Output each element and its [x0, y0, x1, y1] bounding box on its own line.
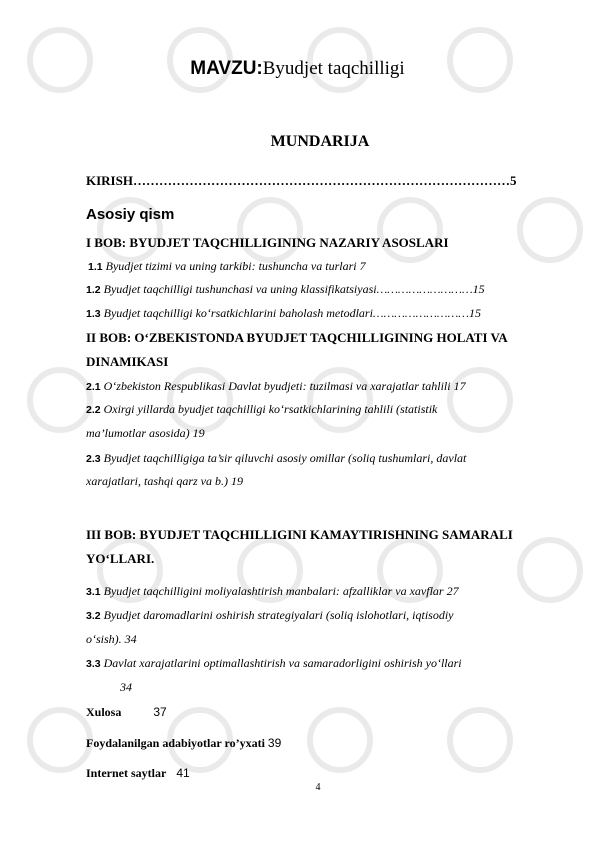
toc-item-3-3-cont: 34 — [120, 680, 132, 694]
toc-intro — [86, 173, 516, 189]
chapter-3-title-line-1: III BOB: BYUDJET TAQCHILLIGINI KAMAYTIRISHNING SAMARALI — [86, 527, 513, 542]
toc-item-2-2 — [86, 402, 437, 417]
chapter-2-title-line-1: II BOB: O‘ZBEKISTONDA BYUDJET TAQCHILLIGINING HOLATI VA — [86, 330, 508, 345]
item-text: Byudjet tizimi va uning tarkibi: tushuncha va turlari 7 — [105, 259, 366, 273]
item-number: 2.3 — [86, 453, 101, 465]
item-number: 2.1 — [86, 381, 101, 393]
title-rest: Byudjet taqchilligi — [262, 58, 405, 79]
item-text: Byudjet taqchilligiga ta’sir qiluvchi asosiy omillar (soliq tushumlari, davlat — [103, 451, 467, 465]
toc-item-3-2-cont: o‘sish). 34 — [86, 632, 137, 646]
toc-item-2-2-cont: ma’lumotlar asosida) 19 — [86, 426, 205, 440]
internet-page: 41 — [176, 766, 190, 780]
intro-label: KIRISH — [86, 173, 133, 188]
toc-item-2-3 — [86, 451, 466, 466]
intro-dots: …………………………………………………………………………… — [132, 173, 510, 188]
item-text: Byudjet taqchilligi tushunchasi va uning klassifikatsiyasi………………………15 — [103, 282, 485, 296]
foydalanilgan-page: 39 — [267, 736, 282, 750]
item-text: Byudjet taqchilligini moliyalashtirish manbalari: afzalliklar va xavflar 27 — [103, 584, 459, 598]
toc-item-1-2 — [86, 282, 485, 297]
toc-item-2-1 — [86, 379, 466, 394]
toc-foydalanilgan — [86, 736, 281, 751]
chapter-3-title-line-2: YO‘LLARI. — [86, 551, 155, 566]
item-text: Davlat xarajatlarini optimallashtirish va samaradorligini oshirish yo‘llari — [103, 656, 462, 670]
item-text: Byudjet daromadlarini oshirish strategiyalari (soliq islohotlari, iqtisodiy — [103, 608, 454, 622]
item-number: 2.2 — [86, 404, 101, 416]
title-lead: MAVZU: — [190, 58, 263, 79]
chapter-2-title-line-2: DINAMIKASI — [86, 354, 169, 369]
toc-item-1-1 — [88, 259, 366, 274]
toc-item-2-3-cont: xarajatlari, tashqi qarz va b.) 19 — [86, 474, 244, 488]
item-text: O‘zbekiston Respublikasi Davlat byudjeti: tuzilmasi va xarajatlar tahlili 17 — [103, 379, 466, 393]
item-text: Byudjet taqchilligi ko‘rsatkichlarini baholash metodlari………………………15 — [103, 306, 481, 320]
toc-item-3-2 — [86, 608, 454, 623]
toc-xulosa — [86, 705, 167, 720]
xulosa-label: Xulosa — [86, 705, 122, 719]
item-number: 3.3 — [86, 658, 101, 670]
toc-heading: MUNDARIJA — [270, 133, 370, 150]
item-number: 1.2 — [86, 284, 101, 296]
xulosa-page: 37 — [153, 705, 167, 719]
intro-page: 5 — [509, 173, 517, 188]
item-number: 1.1 — [88, 261, 103, 273]
foydalanilgan-label: Foydalanilgan adabiyotlar ro’yxati — [86, 736, 265, 750]
toc-item-1-3 — [86, 306, 481, 321]
page-title — [0, 58, 595, 80]
item-text: Oxirgi yillarda byudjet taqchilligi ko‘rsatkichlarining tahlili (statistik — [103, 402, 438, 416]
toc-item-3-3 — [86, 656, 462, 671]
page-number: 4 — [315, 782, 321, 793]
section-heading: Asosiy qism — [86, 206, 175, 223]
internet-label: Internet saytlar — [86, 766, 167, 780]
toc-internet — [86, 766, 190, 781]
item-number: 1.3 — [86, 308, 101, 320]
toc-item-3-1 — [86, 584, 459, 599]
item-number: 3.2 — [86, 610, 101, 622]
chapter-1-title: I BOB: BYUDJET TAQCHILLIGINING NAZARIY ASOSLARI — [86, 235, 449, 250]
item-number: 3.1 — [86, 586, 101, 598]
